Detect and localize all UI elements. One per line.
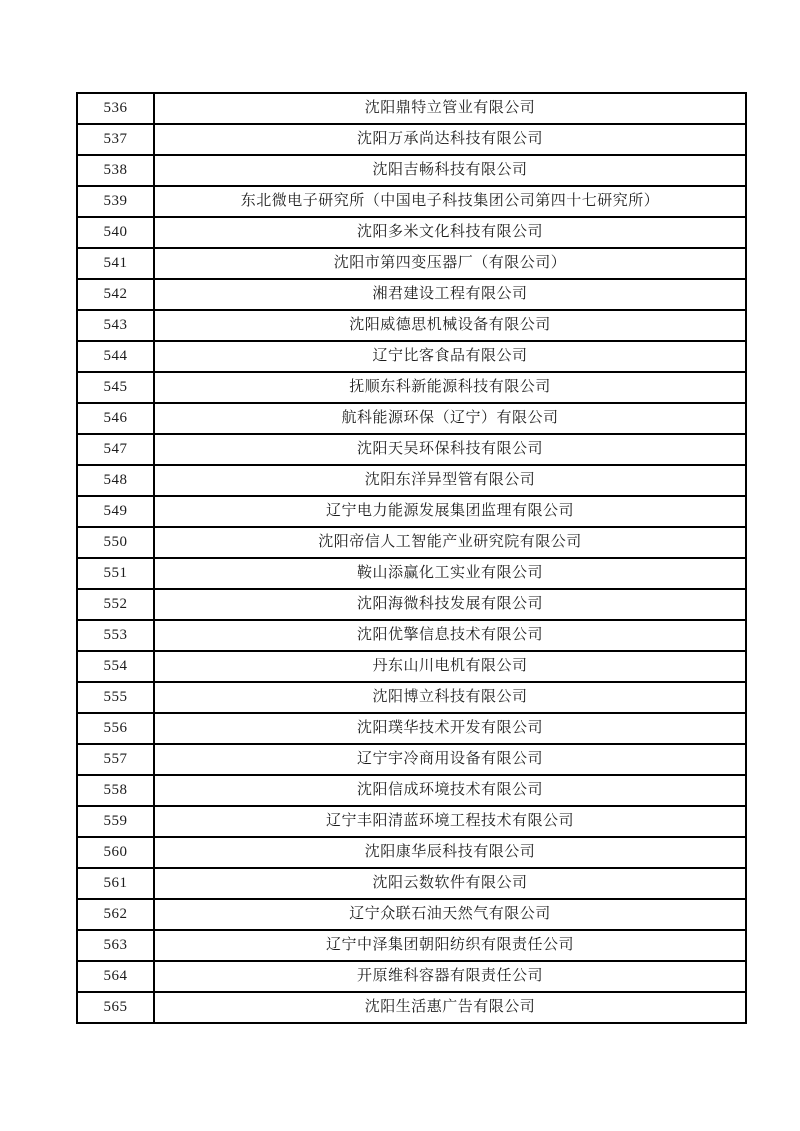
- table-row: [77, 837, 746, 868]
- company-name-cell: 辽宁丰阳清蓝环境工程技术有限公司: [154, 806, 746, 837]
- company-name-cell: 沈阳璞华技术开发有限公司: [154, 713, 746, 744]
- company-name-cell: 沈阳多米文化科技有限公司: [154, 217, 746, 248]
- company-name-cell: 辽宁宇冷商用设备有限公司: [154, 744, 746, 775]
- company-name-cell: 丹东山川电机有限公司: [154, 651, 746, 682]
- company-table-body: [77, 93, 746, 1023]
- table-row: [77, 651, 746, 682]
- row-number-cell: 545: [77, 372, 154, 403]
- row-number-cell: 544: [77, 341, 154, 372]
- company-name-cell: 沈阳威德思机械设备有限公司: [154, 310, 746, 341]
- row-number-cell: 547: [77, 434, 154, 465]
- table-row: [77, 527, 746, 558]
- row-number-cell: 559: [77, 806, 154, 837]
- row-number-cell: 562: [77, 899, 154, 930]
- company-name-cell: 沈阳康华辰科技有限公司: [154, 837, 746, 868]
- row-number-cell: 536: [77, 93, 154, 124]
- row-number-cell: 552: [77, 589, 154, 620]
- company-name-cell: 沈阳云数软件有限公司: [154, 868, 746, 899]
- row-number-cell: 556: [77, 713, 154, 744]
- table-row: [77, 310, 746, 341]
- company-name-cell: 沈阳海微科技发展有限公司: [154, 589, 746, 620]
- row-number-cell: 549: [77, 496, 154, 527]
- row-number-cell: 554: [77, 651, 154, 682]
- company-name-cell: 沈阳天吴环保科技有限公司: [154, 434, 746, 465]
- company-name-cell: 沈阳市第四变压器厂（有限公司）: [154, 248, 746, 279]
- table-row: [77, 992, 746, 1023]
- row-number-cell: 558: [77, 775, 154, 806]
- company-name-cell: 沈阳吉畅科技有限公司: [154, 155, 746, 186]
- table-row: [77, 682, 746, 713]
- company-name-cell: 沈阳生活惠广告有限公司: [154, 992, 746, 1023]
- table-row: [77, 775, 746, 806]
- row-number-cell: 538: [77, 155, 154, 186]
- row-number-cell: 555: [77, 682, 154, 713]
- company-name-cell: 航科能源环保（辽宁）有限公司: [154, 403, 746, 434]
- row-number-cell: 561: [77, 868, 154, 899]
- table-row: [77, 124, 746, 155]
- company-name-cell: 沈阳信成环境技术有限公司: [154, 775, 746, 806]
- row-number-cell: 563: [77, 930, 154, 961]
- row-number-cell: 537: [77, 124, 154, 155]
- table-row: [77, 620, 746, 651]
- row-number-cell: 564: [77, 961, 154, 992]
- row-number-cell: 551: [77, 558, 154, 589]
- company-name-cell: 湘君建设工程有限公司: [154, 279, 746, 310]
- company-name-cell: 沈阳鼎特立管业有限公司: [154, 93, 746, 124]
- company-name-cell: 沈阳万承尚达科技有限公司: [154, 124, 746, 155]
- table-row: [77, 155, 746, 186]
- company-list-table: [76, 92, 747, 1024]
- company-name-cell: 沈阳优擎信息技术有限公司: [154, 620, 746, 651]
- table-row: [77, 744, 746, 775]
- table-row: [77, 465, 746, 496]
- company-name-cell: 抚顺东科新能源科技有限公司: [154, 372, 746, 403]
- table-row: [77, 403, 746, 434]
- company-name-cell: 辽宁比客食品有限公司: [154, 341, 746, 372]
- company-name-cell: 鞍山添赢化工实业有限公司: [154, 558, 746, 589]
- table-row: [77, 558, 746, 589]
- company-name-cell: 东北微电子研究所（中国电子科技集团公司第四十七研究所）: [154, 186, 746, 217]
- table-row: [77, 217, 746, 248]
- table-row: [77, 248, 746, 279]
- company-name-cell: 辽宁众联石油天然气有限公司: [154, 899, 746, 930]
- company-name-cell: 沈阳博立科技有限公司: [154, 682, 746, 713]
- table-row: [77, 279, 746, 310]
- table-row: [77, 372, 746, 403]
- table-row: [77, 589, 746, 620]
- row-number-cell: 548: [77, 465, 154, 496]
- row-number-cell: 542: [77, 279, 154, 310]
- row-number-cell: 546: [77, 403, 154, 434]
- row-number-cell: 565: [77, 992, 154, 1023]
- row-number-cell: 553: [77, 620, 154, 651]
- table-row: [77, 496, 746, 527]
- company-name-cell: 辽宁中泽集团朝阳纺织有限责任公司: [154, 930, 746, 961]
- row-number-cell: 550: [77, 527, 154, 558]
- table-row: [77, 341, 746, 372]
- company-name-cell: 开原维科容器有限责任公司: [154, 961, 746, 992]
- row-number-cell: 543: [77, 310, 154, 341]
- table-row: [77, 186, 746, 217]
- table-row: [77, 806, 746, 837]
- table-row: [77, 930, 746, 961]
- table-row: [77, 93, 746, 124]
- row-number-cell: 539: [77, 186, 154, 217]
- table-row: [77, 713, 746, 744]
- table-row: [77, 899, 746, 930]
- row-number-cell: 541: [77, 248, 154, 279]
- table-row: [77, 868, 746, 899]
- row-number-cell: 557: [77, 744, 154, 775]
- table-row: [77, 434, 746, 465]
- company-name-cell: 沈阳帝信人工智能产业研究院有限公司: [154, 527, 746, 558]
- company-name-cell: 辽宁电力能源发展集团监理有限公司: [154, 496, 746, 527]
- row-number-cell: 560: [77, 837, 154, 868]
- row-number-cell: 540: [77, 217, 154, 248]
- table-row: [77, 961, 746, 992]
- company-name-cell: 沈阳东洋异型管有限公司: [154, 465, 746, 496]
